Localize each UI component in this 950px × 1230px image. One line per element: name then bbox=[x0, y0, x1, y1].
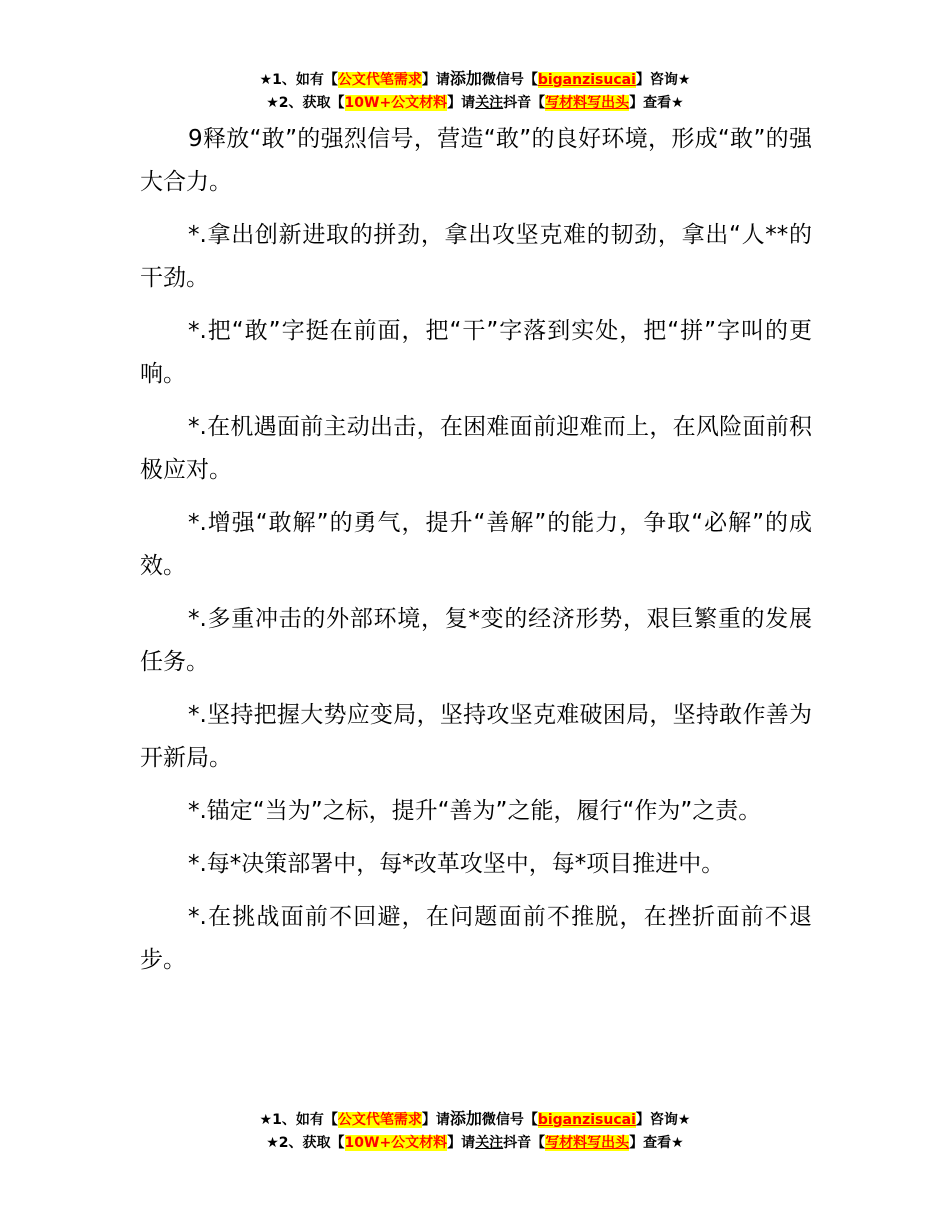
banner-emphasis: 关注 bbox=[475, 1135, 504, 1151]
banner-line-2 bbox=[0, 92, 950, 115]
banner-text: 】请 bbox=[421, 1112, 450, 1128]
banner-emphasis: 关注 bbox=[475, 95, 504, 111]
banner-text: ★2、获取【 bbox=[266, 1135, 345, 1151]
paragraph: *.把“敢”字挺在前面，把“干”字落到实处，把“拼”字叫的更响。 bbox=[140, 318, 812, 387]
paragraph: *.每*决策部署中，每*改革攻坚中，每*项目推进中。 bbox=[188, 851, 725, 877]
banner-line-2 bbox=[0, 1132, 950, 1155]
banner-line-1 bbox=[0, 67, 950, 92]
banner-highlight: 公文代笔需求 bbox=[337, 1112, 422, 1128]
banner-emphasis: 添加 bbox=[449, 1109, 482, 1128]
banner-text: ★1、如有【 bbox=[259, 1112, 338, 1128]
header-banner bbox=[0, 67, 950, 115]
banner-text: 】咨询★ bbox=[635, 72, 691, 88]
footer-banner bbox=[0, 1107, 950, 1155]
banner-text: 抖音【 bbox=[503, 95, 546, 111]
banner-highlight: 10W+公文材料 bbox=[344, 95, 448, 111]
paragraph: *.在机遇面前主动出击，在困难面前迎难而上，在风险面前积极应对。 bbox=[140, 414, 812, 483]
banner-text: 】查看★ bbox=[629, 95, 684, 111]
banner-text: 】咨询★ bbox=[635, 1112, 691, 1128]
banner-text: 微信号【 bbox=[481, 72, 538, 88]
banner-text: ★1、如有【 bbox=[259, 72, 338, 88]
paragraph: *.多重冲击的外部环境，复*变的经济形势，艰巨繁重的发展任务。 bbox=[140, 606, 812, 675]
document-body bbox=[140, 118, 812, 992]
paragraph: *.增强“敢解”的勇气，提升“善解”的能力，争取“必解”的成效。 bbox=[140, 510, 812, 579]
paragraph: *.坚持把握大势应变局，坚持攻坚克难破困局，坚持敢作善为开新局。 bbox=[140, 702, 812, 771]
banner-douyin-id: 写材料写出头 bbox=[545, 1135, 630, 1151]
banner-highlight: 公文代笔需求 bbox=[337, 72, 422, 88]
banner-highlight: 10W+公文材料 bbox=[344, 1135, 448, 1151]
banner-line-1 bbox=[0, 1107, 950, 1132]
banner-wechat-id: biganzisucai bbox=[537, 72, 636, 88]
paragraph: *.在挑战面前不回避，在问题面前不推脱，在挫折面前不退步。 bbox=[140, 904, 812, 973]
banner-text: 微信号【 bbox=[481, 1112, 538, 1128]
banner-text: 抖音【 bbox=[503, 1135, 546, 1151]
paragraph: *.拿出创新进取的拼劲，拿出攻坚克难的韧劲，拿出“人**的干劲。 bbox=[140, 222, 812, 291]
banner-wechat-id: biganzisucai bbox=[537, 1112, 636, 1128]
banner-emphasis: 添加 bbox=[449, 69, 482, 88]
paragraph: 9释放“敢”的强烈信号，营造“敢”的良好环境，形成“敢”的强大合力。 bbox=[140, 126, 812, 195]
banner-text: 】请 bbox=[447, 1135, 476, 1151]
banner-text: 】查看★ bbox=[629, 1135, 684, 1151]
paragraph: *.锚定“当为”之标，提升“善为”之能，履行“作为”之责。 bbox=[188, 798, 762, 824]
banner-douyin-id: 写材料写出头 bbox=[545, 95, 630, 111]
banner-text: ★2、获取【 bbox=[266, 95, 345, 111]
banner-text: 】请 bbox=[421, 72, 450, 88]
banner-text: 】请 bbox=[447, 95, 476, 111]
